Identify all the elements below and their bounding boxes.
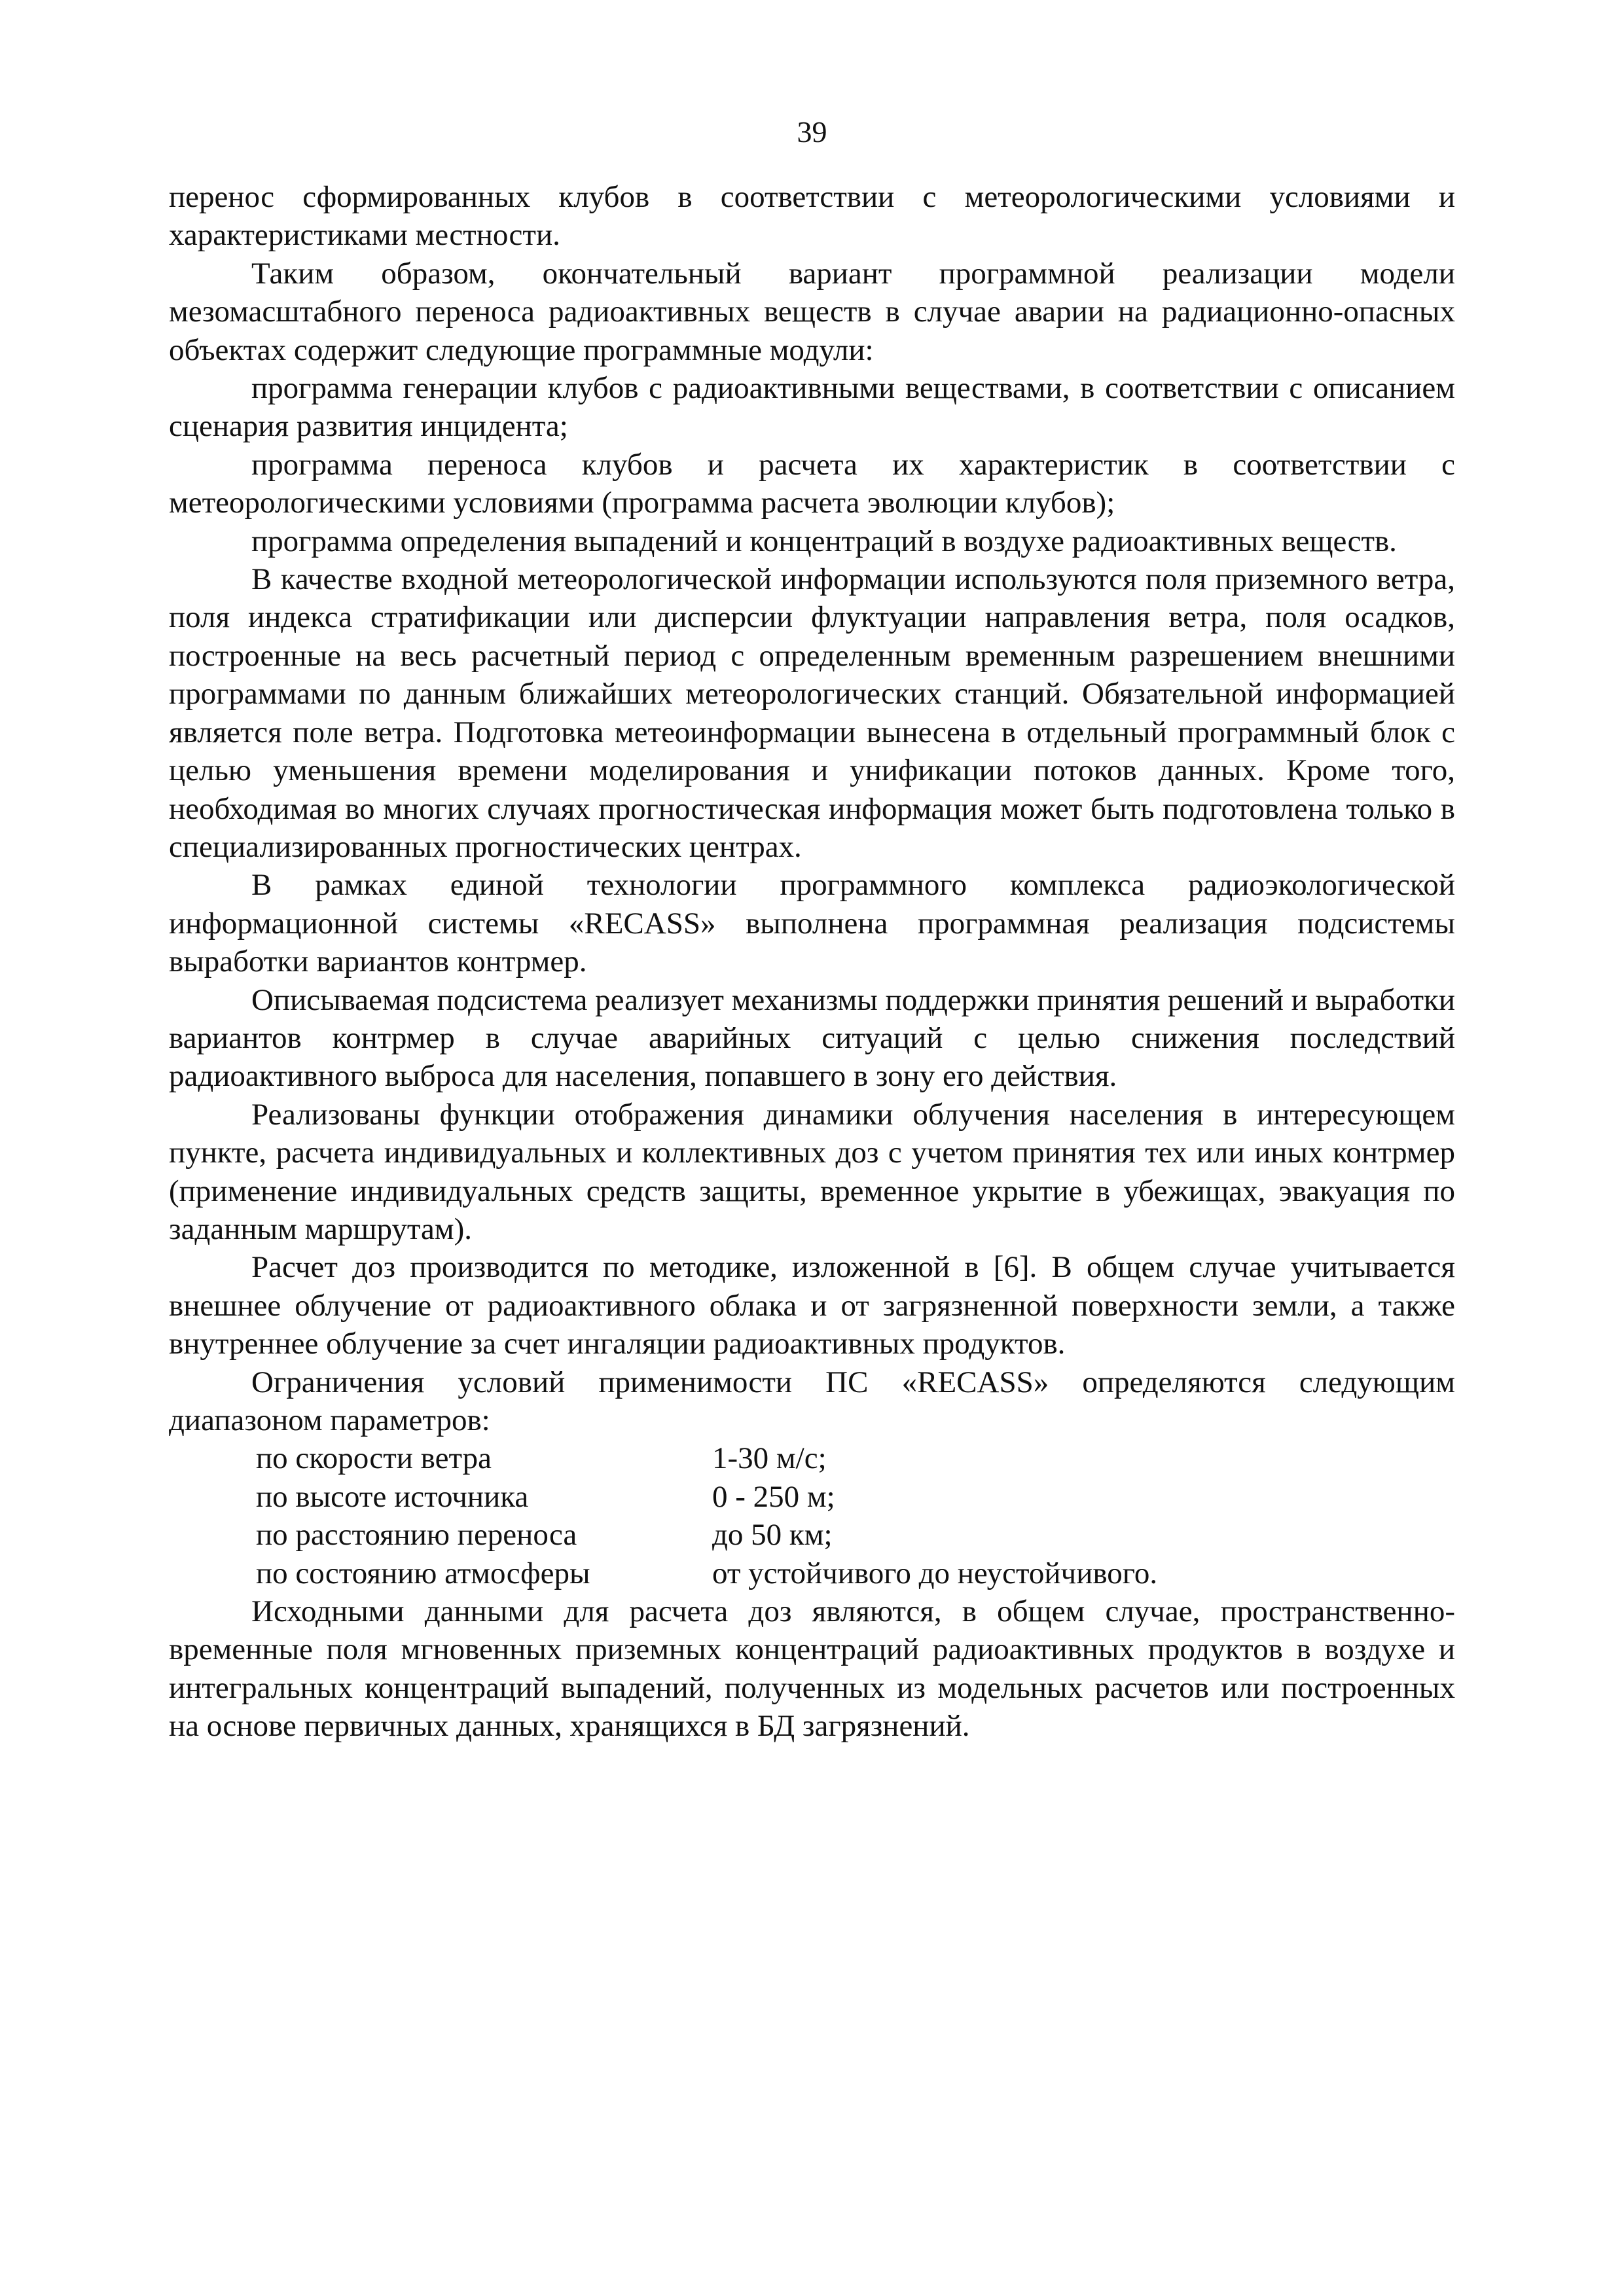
body-text	[169, 178, 1455, 1746]
parameter-row	[256, 1554, 1455, 1592]
paragraph: Расчет доз производится по методике, изложенной в [6]. В общем случае учитывается внешнее облучение от радиоактивного облака и от загрязненной поверхности земли, а также внутреннее облучение за счет ингаляции радиоактивных продуктов.	[169, 1250, 1455, 1361]
paragraph: Исходными данными для расчета доз являются, в общем случае, пространственно-временные поля мгновенных приземных концентраций радиоактивных продуктов в воздухе и интегральных концентраций выпадений, полученных из модельных расчетов или построенных на основе первичных данных, хранящихся в БД загрязнений.	[169, 1594, 1455, 1744]
parameter-row	[256, 1478, 1455, 1516]
paragraph: В качестве входной метеорологической информации используются поля приземного ветра, поля индекса стратификации или дисперсии флуктуации направления ветра, поля осадков, построенные на весь расчетный период с определенным временным разрешением внешними программами по данным ближайших метеорологических станций. Обязательной информацией является поле ветра. Подготовка метеоинформации вынесена в отдельный программный блок с целью уменьшения времени моделирования и унификации потоков данных. Кроме того, необходимая во многих случаях прогностическая информация может быть подготовлена только в специализированных прогностических центрах.	[169, 562, 1455, 864]
parameter-label: по высоте источника	[256, 1479, 529, 1514]
page-number: 39	[797, 115, 827, 149]
paragraph: перенос сформированных клубов в соответствии с метеорологическими условиями и характеристиками местности.	[169, 180, 1455, 253]
parameter-value: до 50 км;	[712, 1518, 833, 1552]
paragraph: В рамках единой технологии программного комплекса радиоэкологической информационной системы «RECASS» выполнена программная реализация подсистемы выработки вариантов контрмер.	[169, 868, 1455, 979]
paragraph: программа переноса клубов и расчета их характеристик в соответствии с метеорологическими условиями (программа расчета эволюции клубов);	[169, 447, 1455, 520]
parameter-label: по расстоянию переноса	[256, 1518, 577, 1552]
parameter-label: по скорости ветра	[256, 1441, 492, 1476]
paragraph: Ограничения условий применимости ПС «RECASS» определяются следующим диапазоном параметров:	[169, 1365, 1455, 1437]
paragraph: Таким образом, окончательный вариант программной реализации модели мезомасштабного переноса радиоактивных веществ в случае аварии на радиационно-опасных объектах содержит следующие программные модули:	[169, 256, 1455, 367]
parameter-row	[256, 1516, 1455, 1554]
paragraph: Реализованы функции отображения динамики облучения населения в интересующем пункте, расчета индивидуальных и коллективных доз с учетом принятия тех или иных контрмер (применение индивидуальных средств защиты, временное укрытие в убежищах, эвакуация по заданным маршрутам).	[169, 1097, 1455, 1246]
paragraph: программа определения выпадений и концентраций в воздухе радиоактивных веществ.	[251, 524, 1397, 558]
paragraph: Описываемая подсистема реализует механизмы поддержки принятия решений и выработки вариантов контрмер в случае аварийных ситуаций с целью снижения последствий радиоактивного выброса для населения, попавшего в зону его действия.	[169, 982, 1455, 1094]
paragraph: программа генерации клубов с радиоактивными веществами, в соответствии с описанием сценария развития инцидента;	[169, 371, 1455, 444]
parameter-value: 1-30 м/с;	[712, 1441, 827, 1476]
parameter-value: 0 - 250 м;	[712, 1479, 835, 1514]
parameter-list	[169, 1439, 1455, 1592]
parameter-value: от устойчивого до неустойчивого.	[712, 1556, 1158, 1590]
parameter-label: по состоянию атмосферы	[256, 1556, 590, 1590]
parameter-row	[256, 1439, 1455, 1477]
